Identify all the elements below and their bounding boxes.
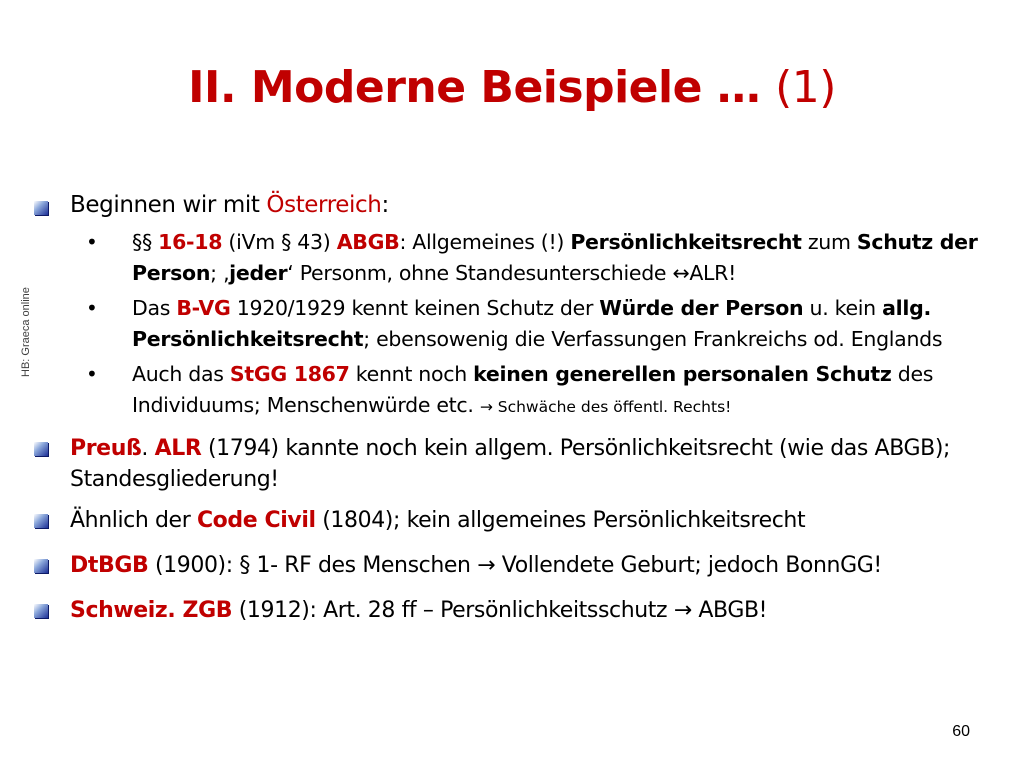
text-run: B-VG [176, 296, 231, 320]
text-run: des Individuums; Menschenwürde etc. [132, 362, 934, 417]
square-bullet-icon [34, 514, 48, 528]
text-run: zum [801, 230, 857, 254]
text-run: (1900): § 1- RF des Menschen → Vollendete Geburt; jedoch BonnGG! [148, 553, 882, 578]
bullet-item [26, 595, 1006, 626]
text-run: §§ [132, 230, 159, 254]
bullet-list [26, 190, 1006, 626]
text-run: Beginnen wir mit [70, 192, 267, 218]
text-run: (iVm § 43) [222, 230, 337, 254]
text-run: Schutz der Person [132, 230, 978, 285]
page-number: 60 [952, 723, 970, 740]
text-run: ALR [154, 436, 202, 461]
text-run: : Allgemeines (!) [399, 230, 571, 254]
text-run: (1794) kannte noch kein allgem. Persönlichkeitsrecht (wie das ABGB); Standesgliederung! [70, 436, 951, 492]
text-run: Preuß [70, 436, 142, 461]
text-run: Schweiz. ZGB [70, 598, 233, 623]
text-run: 16-18 [158, 230, 223, 254]
text-run: ‘ Personm, ohne Standesunterschiede ↔ALR! [287, 261, 737, 285]
bullet-item [26, 190, 1006, 221]
text-run: Persönlichkeitsrecht [570, 230, 802, 254]
slide-title [0, 62, 1024, 113]
text-run: Würde der Person [599, 296, 804, 320]
text-run: ; ebensowenig die Verfassungen Frankreichs od. Englands [363, 327, 943, 351]
text-run: : [381, 192, 389, 218]
square-bullet-icon [34, 201, 48, 215]
text-run: keinen generellen personalen Schutz [473, 362, 892, 386]
round-bullet-icon: • [86, 362, 98, 386]
text-run: Auch das [132, 362, 230, 386]
round-bullet-icon: • [86, 230, 98, 254]
text-run: DtBGB [70, 553, 149, 578]
bullet-item [26, 550, 1006, 581]
title-number: (1) [775, 62, 836, 113]
sub-bullet-item [26, 293, 1006, 355]
text-run: 1920/1929 kennt keinen Schutz der [230, 296, 600, 320]
text-run: kennt noch [349, 362, 474, 386]
text-run: Österreich [266, 192, 382, 218]
source-note: HB: Graeca online [20, 287, 32, 377]
bullet-item [26, 505, 1006, 536]
square-bullet-icon [34, 559, 48, 573]
text-run: ; ‚ [210, 261, 230, 285]
text-run: . [141, 436, 155, 461]
square-bullet-icon [34, 442, 48, 456]
sub-bullet-item [26, 227, 1006, 289]
title-main: II. Moderne Beispiele … [188, 62, 761, 113]
square-bullet-icon [34, 604, 48, 618]
text-run: ABGB [336, 230, 400, 254]
text-run: allg. Persönlichkeitsrecht [132, 296, 931, 351]
text-run: Ähnlich der [70, 508, 197, 533]
text-run: StGG 1867 [229, 362, 350, 386]
text-run: (1804); kein allgemeines Persönlichkeitsrecht [315, 508, 806, 533]
text-run: (1912): Art. 28 ff – Persönlichkeitsschutz → ABGB! [232, 598, 768, 623]
text-run: Das [132, 296, 177, 320]
text-run: jeder [229, 261, 288, 285]
text-run: u. kein [803, 296, 883, 320]
round-bullet-icon: • [86, 296, 98, 320]
text-run: → Schwäche des öffentl. Rechts! [479, 398, 732, 416]
text-run: Code Civil [196, 508, 316, 533]
sub-bullet-item [26, 359, 1006, 423]
bullet-item [26, 433, 1006, 495]
